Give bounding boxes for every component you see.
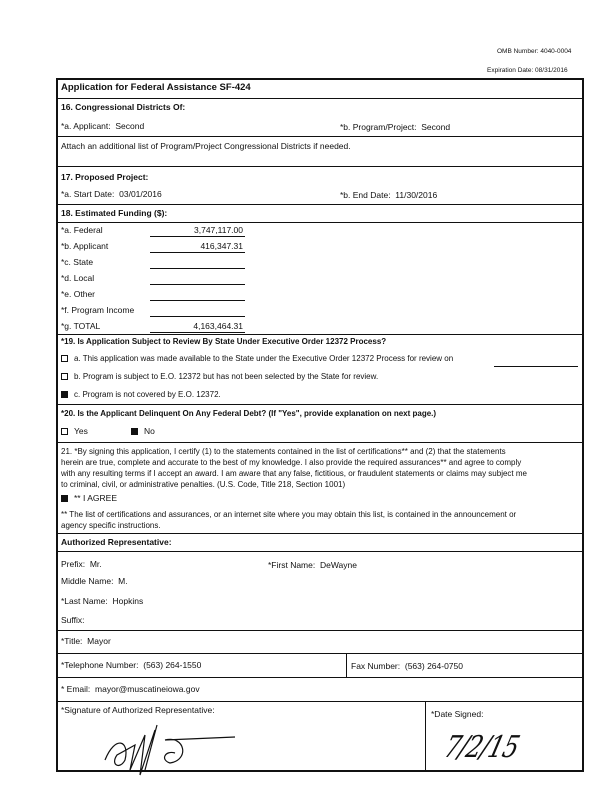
funding-underline (150, 284, 245, 285)
certification-text: herein are true, complete and accurate to the best of my knowledge. I also provide the required assurances** and agree to comply (61, 458, 522, 467)
label: Fax Number: (351, 661, 401, 671)
assurance-note: agency specific instructions. (61, 521, 161, 530)
expiration-date: Expiration Date: 08/31/2016 (487, 67, 568, 74)
s16-heading: 16. Congressional Districts Of: (61, 102, 186, 112)
option-checkbox[interactable] (61, 373, 68, 380)
certification-text: to criminal, civil, or administrative penalties. (U.S. Code, Title 218, Section 1001) (61, 480, 346, 489)
s19-option[interactable] (61, 390, 221, 399)
agree-label: ** I AGREE (74, 493, 117, 503)
label: *b. End Date: (340, 190, 391, 200)
s17-end (340, 190, 437, 200)
assurance-note: ** The list of certifications and assurances, or an internet site where you may obtain this list, is contained in the announcement or (61, 510, 517, 519)
option-checkbox[interactable] (61, 355, 68, 362)
start-date[interactable]: 03/01/2016 (119, 189, 162, 199)
funding-underline (150, 252, 245, 253)
funding-underline (150, 316, 245, 317)
funding-label: *e. Other (61, 289, 96, 299)
applicant-district[interactable]: Second (115, 121, 145, 131)
yes-label: Yes (74, 426, 88, 436)
signature-label: *Signature of Authorized Representative: (61, 705, 215, 715)
s20-heading: *20. Is the Applicant Delinquent On Any Federal Debt? (If "Yes", provide explanation on next page.) (61, 409, 437, 418)
label: *Title: (61, 636, 83, 646)
certification-text: 21. *By signing this application, I certify (1) to the statements contained in the list of certifications** and (2) that the statements (61, 447, 506, 456)
prefix-field[interactable] (61, 559, 102, 569)
label: Suffix: (61, 615, 85, 625)
funding-label: *a. Federal (61, 225, 103, 235)
label: *b. Program/Project: (340, 122, 417, 132)
value: Mr. (89, 559, 102, 569)
s19-heading: *19. Is Application Subject to Review By State Under Executive Order 12372 Process? (61, 337, 387, 346)
s17-heading: 17. Proposed Project: (61, 172, 149, 182)
end-date[interactable]: 11/30/2016 (395, 190, 438, 200)
value: DeWayne (319, 560, 357, 570)
date-signed-label: *Date Signed: (431, 709, 484, 719)
label: *First Name: (268, 560, 316, 570)
form-title: Application for Federal Assistance SF-424 (61, 82, 251, 93)
yes-checkbox[interactable] (61, 428, 68, 435)
label: *Last Name: (61, 596, 108, 606)
option-label: a. This application was made available to the State under the Executive Order 12372 Process for review on (74, 354, 454, 363)
funding-value[interactable]: 416,347.31 (200, 241, 243, 251)
signature-image (95, 715, 245, 785)
label: * Email: (61, 684, 91, 694)
label: Middle Name: (61, 576, 114, 586)
funding-underline (150, 236, 245, 237)
label: *a. Applicant: (61, 121, 111, 131)
funding-underline (150, 268, 245, 269)
s20-no[interactable] (131, 426, 155, 436)
option-label: c. Program is not covered by E.O. 12372. (74, 390, 221, 399)
no-label: No (144, 426, 155, 436)
i-agree[interactable] (61, 493, 117, 503)
s19-option[interactable] (61, 354, 453, 363)
funding-label: *b. Applicant (61, 241, 109, 251)
label: *Telephone Number: (61, 660, 139, 670)
funding-value[interactable]: 3,747,117.00 (194, 225, 243, 235)
date-signed-value[interactable]: 7/2/15 (440, 730, 523, 765)
label: *a. Start Date: (61, 189, 115, 199)
s18-heading: 18. Estimated Funding ($): (61, 208, 168, 218)
no-checkbox[interactable] (131, 428, 138, 435)
s16-program (340, 122, 450, 132)
option-label: b. Program is subject to E.O. 12372 but has not been selected by the State for review. (74, 372, 379, 381)
value: Mayor (87, 636, 111, 646)
s17-start (61, 189, 162, 199)
s16-applicant (61, 121, 144, 131)
option-checkbox[interactable] (61, 391, 68, 398)
funding-underline (150, 300, 245, 301)
program-district[interactable]: Second (421, 122, 451, 132)
funding-label: *c. State (61, 257, 94, 267)
value: mayor@muscatineiowa.gov (95, 684, 200, 694)
email-field[interactable] (61, 684, 200, 694)
funding-label: *d. Local (61, 273, 95, 283)
last-name-field[interactable] (61, 596, 143, 606)
title-field[interactable] (61, 636, 111, 646)
agree-checkbox[interactable] (61, 495, 68, 502)
telephone-field[interactable] (61, 660, 201, 670)
label: Prefix: (61, 559, 86, 569)
certification-text: with any resulting terms if I accept an award. I am aware that any false, fictitious, or fraudulent statements or claims may subject me (61, 469, 527, 478)
s16-attach-note: Attach an additional list of Program/Project Congressional Districts if needed. (61, 141, 351, 151)
value: (563) 264-0750 (404, 661, 463, 671)
s20-yes[interactable] (61, 426, 88, 436)
suffix-field[interactable] (61, 615, 87, 625)
fax-field[interactable] (351, 661, 463, 671)
funding-value[interactable]: 4,163,464.31 (193, 321, 243, 331)
first-name-field[interactable] (268, 560, 357, 570)
value: Hopkins (112, 596, 144, 606)
value: M. (118, 576, 128, 586)
rep-heading: Authorized Representative: (61, 537, 172, 547)
middle-name-field[interactable] (61, 576, 128, 586)
s19-option[interactable] (61, 372, 378, 381)
funding-label: *g. TOTAL (61, 321, 101, 331)
value: (563) 264-1550 (143, 660, 202, 670)
funding-label: *f. Program Income (61, 305, 135, 315)
omb-number: OMB Number: 4040-0004 (497, 48, 572, 55)
funding-underline (150, 332, 245, 333)
